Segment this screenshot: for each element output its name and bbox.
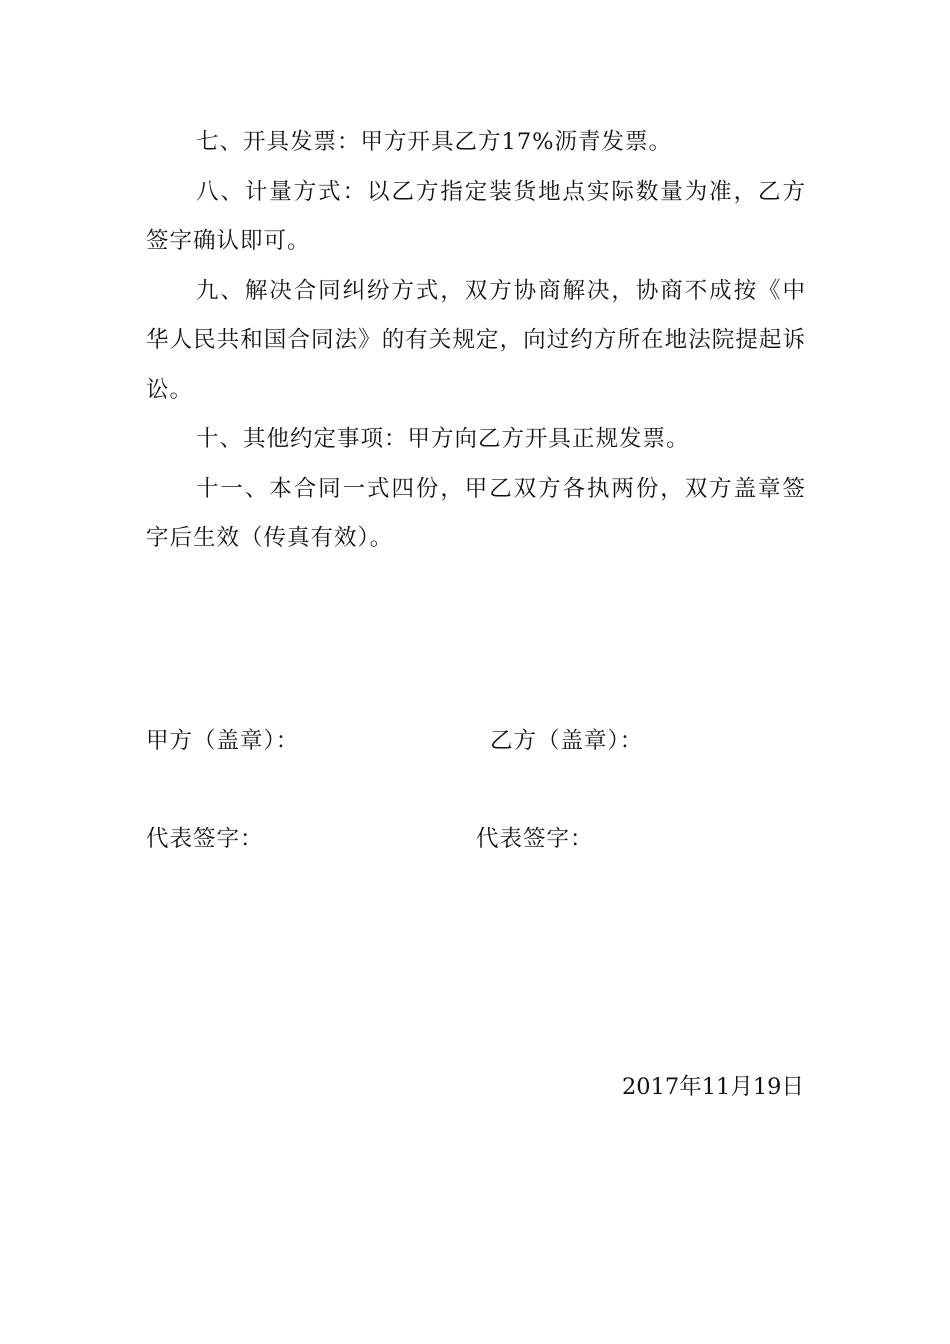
party-a-representative-label: 代表签字： — [146, 826, 264, 852]
contract-date: 2017年11月19日 — [621, 1074, 804, 1100]
clause-11: 十一、本合同一式四份，甲乙双方各执两份，双方盖章签字后生效（传真有效）。 — [146, 475, 806, 551]
party-a-seal-label: 甲方（盖章）： — [146, 728, 300, 754]
clause-9: 九、解决合同纠纷方式，双方协商解决，协商不成按《中华人民共和国合同法》的有关规定，向过约方所在地法院提起诉讼。 — [146, 277, 806, 403]
party-b-seal-label: 乙方（盖章）： — [490, 728, 644, 754]
clause-8: 八、计量方式：以乙方指定装货地点实际数量为准，乙方签字确认即可。 — [146, 178, 806, 254]
clause-10: 十、其他约定事项：甲方向乙方开具正规发票。 — [196, 426, 690, 452]
party-b-representative-label: 代表签字： — [476, 826, 594, 852]
clause-7: 七、开具发票：甲方开具乙方17%沥青发票。 — [196, 129, 673, 155]
contract-clauses — [146, 118, 806, 564]
